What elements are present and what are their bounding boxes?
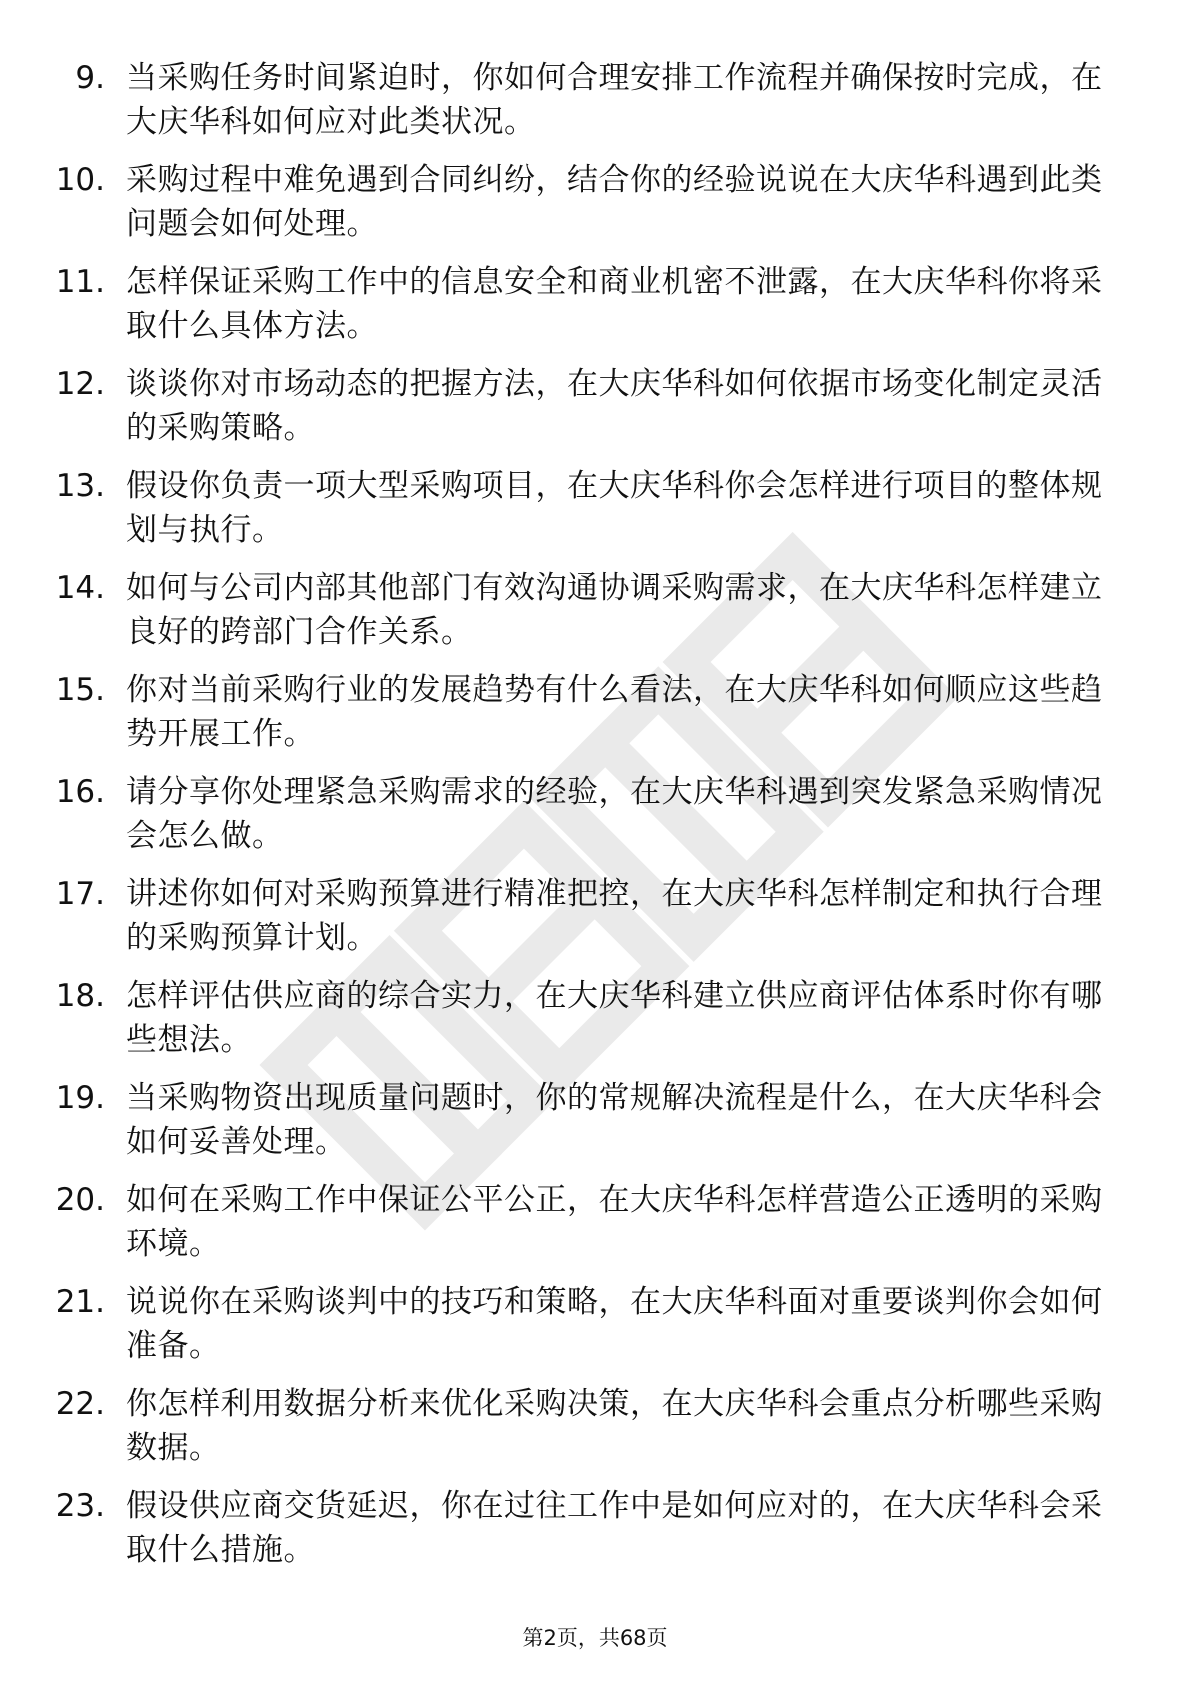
question-number: 10. xyxy=(55,162,105,198)
list-item xyxy=(0,356,1190,458)
question-text: 谈谈你对市场动态的把握方法，在大庆华科如何依据市场变化制定灵活的采购策略。 xyxy=(126,366,1103,446)
list-item xyxy=(0,254,1190,356)
list-item xyxy=(0,866,1190,968)
list-item xyxy=(0,50,1190,152)
question-number: 18. xyxy=(55,978,105,1014)
list-item xyxy=(0,458,1190,560)
question-number: 20. xyxy=(55,1182,105,1218)
question-number: 22. xyxy=(55,1386,105,1422)
question-text: 当采购任务时间紧迫时，你如何合理安排工作流程并确保按时完成，在大庆华科如何应对此类状况。 xyxy=(126,60,1103,140)
question-text: 你对当前采购行业的发展趋势有什么看法，在大庆华科如何顺应这些趋势开展工作。 xyxy=(126,672,1103,752)
list-item xyxy=(0,560,1190,662)
list-item xyxy=(0,1274,1190,1376)
question-text: 假设供应商交货延迟，你在过往工作中是如何应对的，在大庆华科会采取什么措施。 xyxy=(126,1488,1103,1568)
list-item xyxy=(0,1478,1190,1580)
question-number: 16. xyxy=(55,774,105,810)
question-number: 11. xyxy=(55,264,105,300)
question-number: 23. xyxy=(55,1488,105,1524)
question-number: 9. xyxy=(75,60,105,96)
question-text: 请分享你处理紧急采购需求的经验，在大庆华科遇到突发紧急采购情况会怎么做。 xyxy=(126,774,1103,854)
question-text: 怎样评估供应商的综合实力，在大庆华科建立供应商评估体系时你有哪些想法。 xyxy=(126,978,1103,1058)
question-number: 13. xyxy=(55,468,105,504)
question-text: 怎样保证采购工作中的信息安全和商业机密不泄露，在大庆华科你将采取什么具体方法。 xyxy=(126,264,1103,344)
question-text: 讲述你如何对采购预算进行精准把控，在大庆华科怎样制定和执行合理的采购预算计划。 xyxy=(126,876,1103,956)
page-footer: 第2页，共68页 xyxy=(522,1626,668,1650)
list-item xyxy=(0,1172,1190,1274)
question-list xyxy=(0,50,1190,1580)
list-item xyxy=(0,152,1190,254)
list-item xyxy=(0,1070,1190,1172)
question-text: 采购过程中难免遇到合同纠纷，结合你的经验说说在大庆华科遇到此类问题会如何处理。 xyxy=(126,162,1103,242)
list-item xyxy=(0,662,1190,764)
question-number: 14. xyxy=(55,570,105,606)
question-text: 你怎样利用数据分析来优化采购决策，在大庆华科会重点分析哪些采购数据。 xyxy=(126,1386,1103,1466)
list-item xyxy=(0,1376,1190,1478)
question-text: 说说你在采购谈判中的技巧和策略，在大庆华科面对重要谈判你会如何准备。 xyxy=(126,1284,1103,1364)
question-text: 如何在采购工作中保证公平公正，在大庆华科怎样营造公正透明的采购环境。 xyxy=(126,1182,1103,1262)
question-number: 15. xyxy=(55,672,105,708)
question-number: 17. xyxy=(55,876,105,912)
question-number: 21. xyxy=(55,1284,105,1320)
list-item xyxy=(0,764,1190,866)
question-text: 如何与公司内部其他部门有效沟通协调采购需求，在大庆华科怎样建立良好的跨部门合作关系。 xyxy=(126,570,1103,650)
question-text: 当采购物资出现质量问题时，你的常规解决流程是什么，在大庆华科会如何妥善处理。 xyxy=(126,1080,1103,1160)
question-text: 假设你负责一项大型采购项目，在大庆华科你会怎样进行项目的整体规划与执行。 xyxy=(126,468,1103,548)
question-number: 19. xyxy=(55,1080,105,1116)
question-number: 12. xyxy=(55,366,105,402)
list-item xyxy=(0,968,1190,1070)
